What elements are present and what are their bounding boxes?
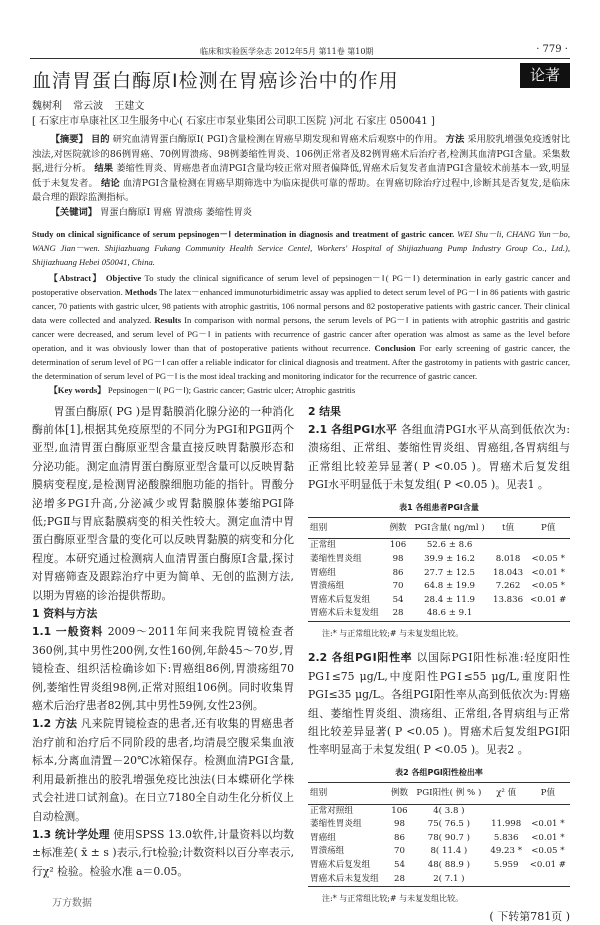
conclusion-label: 结论 xyxy=(100,177,120,189)
section-1-1-heading: 1.1 一般资料 xyxy=(32,625,104,639)
table-cell: 正常组 xyxy=(310,540,336,551)
methods-text-en: The latex－enhanced immunoturbidimetric assay was applied to detect serum level of PG－Ⅰ in 86 patients with gastric cancer, 70 patients with gastric ulcer, 98 patients with atrophic gastritis, 106 normal persons and 82 postoperative patients with gastric cancer. Their clinical data were collected and analyzed. xyxy=(32,286,570,325)
table-cell: 11.998 xyxy=(491,819,522,830)
table-cell: 86 xyxy=(393,832,405,843)
section-1-2-heading: 1.2 方法 xyxy=(32,717,78,731)
objective-label-en: Objective xyxy=(105,272,142,283)
table-row xyxy=(308,804,570,818)
table-cell: 86 xyxy=(392,567,404,578)
table-row xyxy=(308,553,570,567)
column-header: 组别 xyxy=(308,518,387,539)
table-cell: 75( 76.5 ) xyxy=(427,819,470,830)
table-row xyxy=(308,873,570,887)
chinese-keywords xyxy=(32,206,570,221)
table-cell: <0.05 * xyxy=(531,846,565,857)
table-header-row xyxy=(308,783,570,804)
table-row xyxy=(308,567,570,581)
table-cell: 5.959 xyxy=(493,860,519,870)
table-cell: 49.23 * xyxy=(490,846,523,857)
table-cell: 13.836 xyxy=(493,594,524,605)
table-2-note: 注:* 与正常组比较;# 与未复发组比较。 xyxy=(322,894,464,904)
table-cell: 54 xyxy=(392,594,404,605)
two-column-body xyxy=(32,403,570,925)
table-1-caption: 表1 各组患者PGⅠ含量 xyxy=(399,502,479,512)
table-cell: 8.018 xyxy=(495,554,521,564)
table-cell: <0.01 * xyxy=(531,567,565,578)
table-cell: 64.8 ± 19.9 xyxy=(424,581,476,592)
table-row xyxy=(308,818,570,832)
section-1-1-text: 2009～2011年间来我院胃镜检查者360例,其中男性200例,女性160例,年龄45～70岁,胃镜检查、组织活检确诊如下:胃癌组86例,胃溃疡组70例,萎缩性胃炎组98例,正常对照组106例。同时收集胃癌术后治疗患者82例,其中男性59例,女性23例。 xyxy=(32,625,294,713)
column-header: P值 xyxy=(526,518,570,539)
section-1-heading: 1 资料与方法 xyxy=(32,607,98,621)
table-cell: 106 xyxy=(391,805,408,816)
results-label: 结果 xyxy=(94,163,114,175)
table-cell: 7.262 xyxy=(495,581,521,592)
conclusion-text: 血清PGⅠ含量检测在胃癌早期筛选中为临床提供可靠的帮助。在胃癌切除治疗过程中,诊断其是否复发,是临床最合理的跟踪监测指标。 xyxy=(32,177,570,204)
column-header: 组别 xyxy=(308,783,388,804)
table-cell: 2( 7.1 ) xyxy=(411,873,487,887)
table-cell: 正常对照组 xyxy=(310,805,353,816)
table-cell: <0.05 * xyxy=(531,554,565,564)
table-cell: 106 xyxy=(389,540,407,551)
abstract-label: 【摘要】 xyxy=(50,134,88,145)
section-2-1-text: 各组血清PGⅠ水平从高到低依次为:溃疡组、正常组、萎缩性胃炎组、胃癌组,各胃病组与正常组比较差异显著( P <0.05 )。胃癌术后复发组PGⅠ水平明显低于未复发组( P <0.05 )。见表1 。 xyxy=(308,422,570,492)
running-header xyxy=(30,44,570,59)
methods-label: 方法 xyxy=(445,134,465,145)
section-1-2-text: 凡来院胃镜检查的患者,还有收集的胃癌患者治疗前和治疗后不同阶段的患者,均清晨空腹采集血液标本,分离血清置－20℃冰箱保存。检测血清PGⅠ含量,利用最新推出的胶乳增强免疫比浊法(日本蝶研化学株式会社进口试剂盒)。在日立7180全自动生化分析仪上自动检测。 xyxy=(32,717,294,823)
english-title-block xyxy=(32,227,570,269)
table-2 xyxy=(308,782,570,887)
table-cell: 27.7 ± 12.5 xyxy=(424,567,476,578)
table-cell: 70 xyxy=(393,846,405,857)
table-row xyxy=(308,607,570,621)
authors: 魏树利 常云波 王建文 xyxy=(32,101,145,112)
table-1-note: 注:* 与正常组比较;# 与未复发组比较。 xyxy=(322,628,464,638)
results-label-en: Results xyxy=(154,314,182,325)
results-text: 萎缩性胃炎、胃癌患者血清PGⅠ含量均较正常对照者偏降低,胃癌术后复发者血清PGⅠ含量较术前基本一致,明显低于未复发者。 xyxy=(32,163,570,189)
watermark-footer: 万方数据 xyxy=(52,898,92,910)
section-2-1-heading: 2.1 各组PGⅠ水平 xyxy=(308,422,398,436)
chinese-abstract xyxy=(32,133,570,206)
article-type-badge: 论著 xyxy=(520,63,570,88)
table-row xyxy=(308,845,570,859)
table-row xyxy=(308,594,570,608)
table-cell: <0.05 * xyxy=(531,581,565,592)
english-keywords xyxy=(32,383,570,397)
keywords-text: 胃蛋白酶原Ⅰ 胃癌 胃溃疡 萎缩性胃炎 xyxy=(100,206,253,218)
table-cell: 萎缩性胃炎组 xyxy=(310,554,362,564)
table-cell xyxy=(490,607,527,621)
table-cell: 18.043 xyxy=(493,567,524,578)
table-cell: 28 xyxy=(388,873,411,887)
affiliation: [ 石家庄市阜康社区卫生服务中心( 石家庄市泵业集团公司职工医院 )河北 石家庄 050041 ] xyxy=(32,116,435,127)
objective-label: 目的 xyxy=(90,134,110,145)
table-row xyxy=(308,832,570,846)
conclusion-text-en: For early screening of gastric cancer, the determination of serum level of PG－Ⅰ can offer a reliable indicator for clinical diagnosis and treatment. After the gastrotomy in patients with gastric cancer, the determination of serum level of PG－Ⅰ is the most ideal tracking and monitoring indicator for the recurrence of gastric cancer. xyxy=(32,342,570,381)
column-header: P值 xyxy=(526,783,570,804)
table-cell: 胃癌组 xyxy=(310,832,336,843)
table-cell xyxy=(526,607,570,621)
table-cell: 70 xyxy=(392,581,404,592)
column-header: χ² 值 xyxy=(487,783,526,804)
table-cell: 胃溃疡组 xyxy=(310,846,345,857)
section-1-3-heading: 1.3 统计学处理 xyxy=(32,827,110,841)
table-cell: 胃溃疡组 xyxy=(310,581,345,592)
table-2-caption: 表2 各组PGⅠ阳性检出率 xyxy=(395,767,483,777)
journal-info: 临床和实验医学杂志 2012年5月 第11卷 第10期 xyxy=(200,47,374,56)
objective-text-en: To study the clinical significance of serum level of pepsinogen－Ⅰ( PG－Ⅰ) determination in early gastric cancer and postoperative observation. xyxy=(32,272,571,297)
english-title: Study on clinical significance of serum pepsinogen－Ⅰ determination in diagnosis and treatment of gastric cancer. xyxy=(32,228,455,239)
table-cell: 胃癌术后未复发组 xyxy=(308,873,388,887)
conclusion-label-en: Conclusion xyxy=(374,342,416,353)
table-cell: 78( 90.7 ) xyxy=(427,832,470,843)
page-number: · 779 · xyxy=(536,44,568,55)
article-body xyxy=(32,133,570,925)
section-1-3-text: 使用SPSS 13.0软件,计量资料以均数±标准差( x̄ ± s )表示,行t检验;计数资料以百分率表示,行χ² 检验。检验水准 a＝0.05。 xyxy=(32,827,295,878)
column-header: PGⅠ阳性( 例 % ) xyxy=(411,783,487,804)
column-header: t值 xyxy=(490,518,527,539)
column-header: PGⅠ含量( ng/ml ) xyxy=(409,518,489,539)
column-header: 例数 xyxy=(387,518,410,539)
keywords-label: 【关键词】 xyxy=(50,206,98,218)
methods-label-en: Methods xyxy=(124,286,157,297)
table-cell: 胃癌组 xyxy=(310,567,336,578)
table-cell xyxy=(526,539,570,553)
table-cell xyxy=(526,873,570,887)
left-column xyxy=(32,403,294,925)
english-authors: WEI Shu－li, CHANG Yun－bo, WANG Jian－wen. Shijiazhuang Fukang Community Health Service Centel, Workers' Hospital of Shijiazhuang Pump Industry Group Co., Ltd.), Shijiazhuang Hebei 050041, China. xyxy=(32,228,570,267)
section-2-2-heading: 2.2 各组PGⅠ阳性率 xyxy=(308,651,413,665)
table-row xyxy=(308,580,570,594)
table-cell xyxy=(487,873,526,887)
table-cell: 28.4 ± 11.9 xyxy=(424,594,476,605)
table-cell: 48( 88.9 ) xyxy=(427,860,470,870)
table-cell: 胃癌术后复发组 xyxy=(310,860,371,870)
table-cell: 98 xyxy=(392,554,404,564)
table-cell xyxy=(487,804,526,818)
table-cell: 萎缩性胃炎组 xyxy=(310,819,362,830)
abstract-label-en: 【Abstract】 xyxy=(49,272,103,283)
table-cell: 48.6 ± 9.1 xyxy=(409,607,489,621)
table-cell: <0.01 # xyxy=(530,594,567,605)
table-cell: 54 xyxy=(393,860,405,870)
objective-text: 研究血清胃蛋白酶原Ⅰ( PGⅠ)含量检测在胃癌早期发现和胃癌术后观察中的作用。 xyxy=(112,134,443,145)
table-cell: <0.01 # xyxy=(529,860,567,870)
methods-text: 采用胶乳增强免疫透射比浊法,对医院就诊的86例胃癌、70例胃溃疡、98例萎缩性胃炎、106例正常者及82例胃癌术后治疗者,检测其血清PGⅠ含量。采集数据,进行分析。 xyxy=(32,134,570,175)
table-cell: 5.836 xyxy=(493,832,519,843)
table-cell: 胃癌术后未复发组 xyxy=(308,607,387,621)
keywords-label-en: 【Key words】 xyxy=(49,384,106,395)
table-1 xyxy=(308,517,570,622)
table-cell: 52.6 ± 8.6 xyxy=(426,540,473,551)
table-cell: <0.01 * xyxy=(531,819,565,830)
table-cell: 胃癌术后复发组 xyxy=(310,594,371,605)
introduction: 胃蛋白酶原( PG )是胃黏膜消化腺分泌的一种消化酶前体[1],根据其免疫原型的不同分为PGⅠ和PGⅡ两个亚型,血清胃蛋白酶原亚型含量直接反映胃黏膜形态和分泌功能。测定血清胃蛋白酶原亚型含量可以反映胃黏膜病变程度,是检测胃泌酸腺细胞功能的指针。胃酸分泌增多PGⅠ升高,分泌减少或胃黏膜腺体萎缩PGI降低;PGⅡ与胃底黏膜病变的相关性较大。测定血清中胃蛋白酶原亚型含量的变化可以反映胃黏膜的病变和分化程度。本研究通过检测病人血清胃蛋白酶原Ⅰ含量,探讨对胃癌筛查及跟踪治疗中更为简单、无创的监测方法,以期为胃癌的诊治提供帮助。 xyxy=(32,404,294,602)
table-cell xyxy=(526,804,570,818)
results-text-en: In comparison with normal persons, the serum levels of PG－Ⅰ in patients with atrophic gastritis and gastric cancer were decreased, and serum level of PG－Ⅰ in patients with recurrence of gastric cancer after operation was almost as same as the level before operation, and it was obviously lower than that of postoperative patients without recurrence. xyxy=(32,314,570,353)
article-title: 血清胃蛋白酶原Ⅰ检测在胃癌诊治中的作用 xyxy=(32,70,399,92)
continued-notice: ( 下转第781页 ) xyxy=(489,909,570,923)
table-cell: <0.01 * xyxy=(531,832,565,843)
table-cell: 8( 11.4 ) xyxy=(430,846,468,857)
table-cell: 28 xyxy=(387,607,410,621)
english-abstract xyxy=(32,271,570,383)
table-row xyxy=(308,859,570,873)
table-row xyxy=(308,539,570,553)
section-2-2-text: 以国际PGⅠ阳性标准:轻度阳性PGⅠ≤75 μg/L,中度阳性PGⅠ≤55 μg/L,重度阳性PGⅠ≤35 μg/L。各组PGⅠ阳性率从高到低依次为:胃癌组、萎缩性胃炎组、溃疡组、正常组,各胃病组与正常组比较差异显著( P <0.05 )。胃癌术后复发组PGⅠ阳性率明显高于未复发组( P <0.05 )。见表2 。 xyxy=(308,651,570,757)
table-cell: 98 xyxy=(393,819,405,830)
column-header: 例数 xyxy=(388,783,411,804)
right-column xyxy=(308,403,570,925)
section-2-heading: 2 结果 xyxy=(308,404,341,418)
table-cell: 4( 3.8 ) xyxy=(433,805,465,816)
table-cell: 39.9 ± 16.2 xyxy=(424,554,476,564)
table-header-row xyxy=(308,518,570,539)
keywords-text-en: Pepsinogen－Ⅰ( PG－Ⅰ); Gastric cancer; Gastric ulcer; Atrophic gastritis xyxy=(107,384,356,395)
table-cell xyxy=(490,539,527,553)
